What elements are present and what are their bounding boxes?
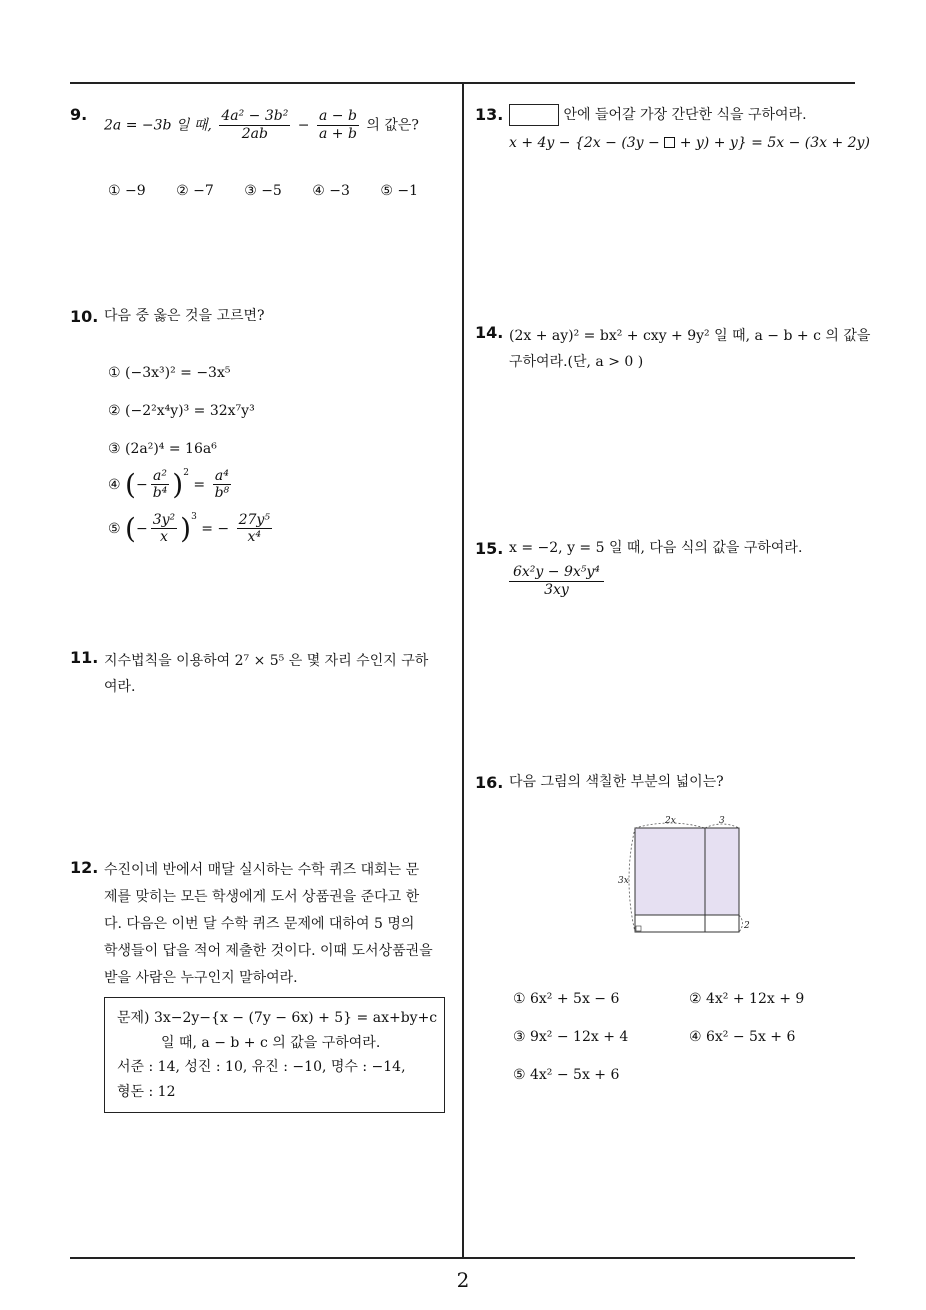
q10-option-4[interactable]: ④ (− $\frac{\text{a²}}{\text{b⁴}}$ )$^2$ = $\frac{\text{a⁴}}{\text{b⁸}}$ <box>108 467 230 502</box>
q12-problem-box <box>104 997 445 1113</box>
q13-stem: 안에 들어갈 가장 간단한 식을 구하여라. <box>563 107 807 123</box>
box-line-1: 문제) 3x−2y−{x − (7y − 6x) + 5} = ax+by+c <box>117 1010 438 1026</box>
question-number: 9. <box>70 105 88 124</box>
label-2x: 2x <box>665 816 676 826</box>
q12-line-1: 수진이네 반에서 매달 실시하는 수학 퀴즈 대회는 문 <box>104 862 420 878</box>
q14-line-2: 구하여라.(단, a > 0 ) <box>509 354 644 370</box>
option-4[interactable]: ④ −3 <box>312 183 350 199</box>
question-number: 12. <box>70 858 99 877</box>
brace-2 <box>739 915 743 932</box>
q12-line-3: 다. 다음은 이번 달 수학 퀴즈 문제에 대하여 5 명의 <box>104 916 415 932</box>
q9-prefix: 2a = −3b 일 때, <box>104 117 212 134</box>
q11-line-1: 지수법칙을 이용하여 2⁷ × 5⁵ 은 몇 자리 수인지 구하 <box>104 653 429 669</box>
blank-square-icon <box>664 137 675 148</box>
q15-expression: $\frac{\text{6x²y − 9x⁵y⁴}}{3xy}$ <box>509 564 604 599</box>
option-2[interactable]: ② −7 <box>176 183 214 199</box>
q12-line-2: 제를 맞히는 모든 학생에게 도서 상품권을 준다고 한 <box>104 889 420 905</box>
q16-option-1[interactable]: ① 6x² + 5x − 6 <box>513 991 620 1007</box>
q16-stem: 다음 그림의 색칠한 부분의 넓이는? <box>509 774 724 790</box>
right-column <box>475 0 871 1250</box>
label-3: 3 <box>719 816 725 826</box>
q10-option-1[interactable]: ① (−3x³)² = −3x⁵ <box>108 365 231 381</box>
q14-line-1: (2x + ay)² = bx² + cxy + 9y² 일 때, a − b + c 의 값을 <box>509 328 871 344</box>
q10-option-3[interactable]: ③ (2a²)⁴ = 16a⁶ <box>108 441 217 457</box>
shaded-region <box>635 828 739 915</box>
question-number: 14. <box>475 323 504 342</box>
q10-option-2[interactable]: ② (−2²x⁴y)³ = 32x⁷y³ <box>108 403 255 419</box>
bottom-rule <box>70 1257 855 1259</box>
box-line-3: 서준 : 14, 성진 : 10, 유진 : −10, 명수 : −14, <box>117 1059 406 1075</box>
box-line-4: 형돈 : 12 <box>117 1083 176 1100</box>
q16-figure <box>613 810 783 940</box>
option-1[interactable]: ① −9 <box>108 183 146 199</box>
question-number: 16. <box>475 773 504 792</box>
label-3x: 3x <box>618 876 629 886</box>
box-line-2: 일 때, a − b + c 의 값을 구하여라. <box>161 1034 381 1051</box>
q10-stem: 다음 중 옳은 것을 고르면? <box>104 308 265 324</box>
q15-stem: x = −2, y = 5 일 때, 다음 식의 값을 구하여라. <box>509 540 803 556</box>
q9-fraction-1: $\frac{\text{4a² − 3b²}}{2ab}$ <box>221 108 289 142</box>
question-number: 15. <box>475 539 504 558</box>
q10-option-5[interactable]: ⑤ (− $\frac{\text{3y²}}{x}$ )$^3$ = − $\frac{\text{27y⁵}}{\text{x⁴}}$ <box>108 511 270 546</box>
q11-line-2: 여라. <box>104 679 136 695</box>
q16-option-4[interactable]: ④ 6x² − 5x + 6 <box>689 1029 796 1045</box>
q16-option-2[interactable]: ② 4x² + 12x + 9 <box>689 991 805 1007</box>
option-3[interactable]: ③ −5 <box>244 183 282 199</box>
question-number: 11. <box>70 648 99 667</box>
question-number: 13. <box>475 105 504 124</box>
page-number: 2 <box>456 1268 470 1292</box>
option-5[interactable]: ⑤ −1 <box>380 183 419 199</box>
q9-options <box>108 182 444 201</box>
question-number: 10. <box>70 307 99 326</box>
q16-option-5[interactable]: ⑤ 4x² − 5x + 6 <box>513 1067 620 1083</box>
column-divider <box>462 83 464 1258</box>
q13-equation: x + 4y − {2x − (3y − + y) + y} = 5x − (3x + 2y) <box>509 135 870 151</box>
q12-line-5: 받을 사람은 누구인지 말하여라. <box>104 970 298 986</box>
q12-line-4: 학생들이 답을 적어 제출한 것이다. 이때 도서상품권을 <box>104 943 433 959</box>
brace-3x <box>629 828 635 932</box>
q16-option-3[interactable]: ③ 9x² − 12x + 4 <box>513 1029 629 1045</box>
label-2: 2 <box>744 921 750 931</box>
q9-fraction-2: $\frac{a - b}{a + b}$ <box>318 108 357 142</box>
left-column: 9. 2a = −3b 일 때, $\frac{\text{4a² − 3b²}}{2ab}$ − $\frac{a - b}{a + b}$ 의 값은? ① −9 ② −7 ③ −5 ④ −3 ⑤ −1 10. 다음 중 옳은 것을 고르면? ① (−3x³)² = −3x⁵ ② (−2²x⁴y)³ = 32x⁷y³ ③ (2a²)⁴ = 16a⁶ ④ (− $\frac{\text{a²}}{\text{b⁴}}$ )$^2$ = $\frac{\text{a⁴}}{\text{b⁸}}$ ⑤ (− $\frac{\text{3y²}}{x}$ )$^3$ = − $\frac{\text{27y⁵}}{\text{x⁴}}$ 11. 지수법칙을 이용하여 2⁷ × 5⁵ 은 몇 자리 수인지 구하 여라. 12. 수진이네 반에서 매달 실시하는 수학 퀴즈 대회는 문 제를 맞히는 모든 학생에게 도서 상품권을 준다고 한 다. 다음은 이번 달 수학 퀴즈 문제에 대하여 5 명의 학생들이 답을 적어 제출한 것이다. 이때 도서상품권을 받을 사람은 누구인지 말하여라. 문제) 3x−2y−{x − (7y − 6x) + 5} = ax+by+c 일 때, a − b + c 의 값을 구하여라. 서준 : 14, 성진 : 10, 유진 : −10, 명수 : −14, 형돈 : 12 <box>70 0 460 1250</box>
right-angle-icon <box>636 926 641 931</box>
q9-suffix: 의 값은? <box>366 117 419 134</box>
answer-blank-box[interactable] <box>509 104 559 126</box>
